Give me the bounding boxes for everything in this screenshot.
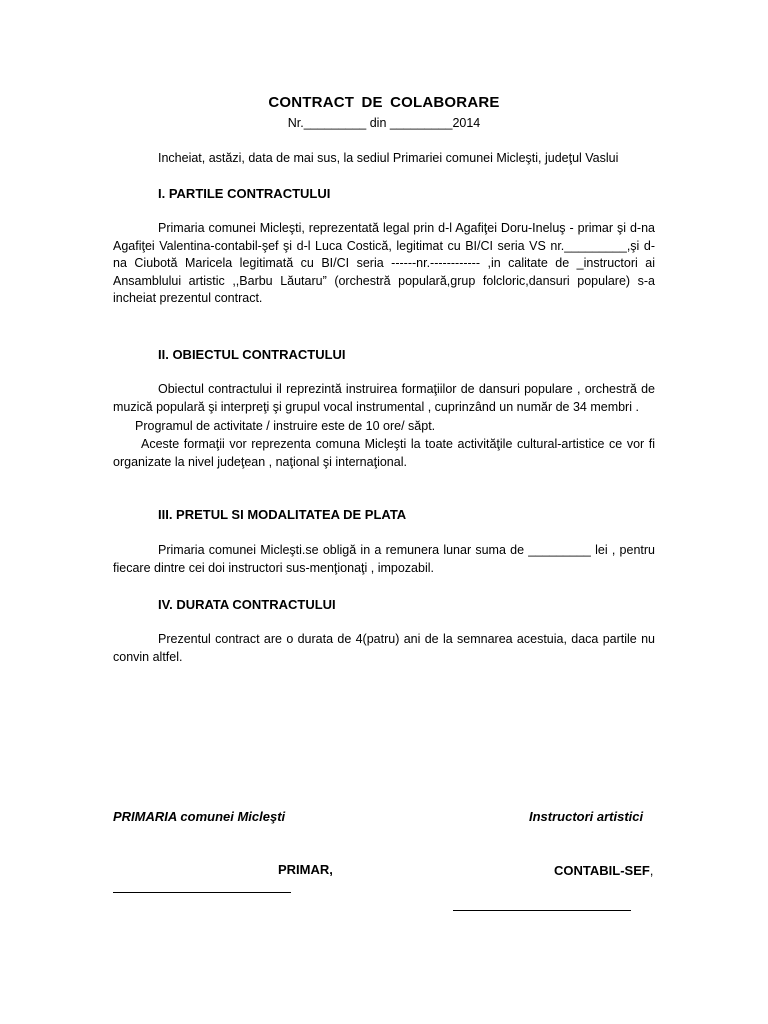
section-2-paragraph-2: Programul de activitate / instruire este de 10 ore/ săpt. — [135, 419, 436, 433]
signature-right-role-wrap — [554, 862, 653, 880]
signature-line-left — [113, 892, 291, 893]
section-3-heading: III. PRETUL SI MODALITATEA DE PLATA — [158, 507, 407, 522]
section-2-paragraph-3: Aceste formaţii vor reprezenta comuna Micleşti la toate activităţile cultural-artistice ce vor fi organizate la nivel judeţean , naţional şi internaţional. — [113, 437, 655, 469]
signature-left-role: PRIMAR, — [278, 862, 333, 877]
signature-right-role: CONTABIL-SEF — [554, 863, 650, 878]
signature-right-role-suffix: , — [649, 864, 654, 878]
contract-title: CONTRACT DE COLABORARE — [268, 94, 500, 111]
intro-line: Incheiat, astăzi, data de mai sus, la sediul Primariei comunei Micleşti, judeţul Vaslui — [158, 151, 619, 165]
section-4-heading: IV. DURATA CONTRACTULUI — [158, 597, 336, 612]
signature-right-party: Instructori artistici — [529, 809, 644, 824]
signature-line-right — [453, 910, 631, 911]
section-1-heading: I. PARTILE CONTRACTULUI — [158, 186, 331, 201]
section-2-heading: II. OBIECTUL CONTRACTULUI — [158, 347, 346, 362]
signature-left-party: PRIMARIA comunei Micleşti — [113, 809, 286, 824]
section-3-paragraph: Primaria comunei Micleşti.se obligă in a remunera lunar suma de _________ lei , pentru fiecare dintre cei doi instructori sus-menţionaţi , impozabil. — [113, 543, 655, 575]
section-2-paragraph-1: Obiectul contractului il reprezintă instruirea formaţiilor de dansuri populare , orchestră de muzică populară şi interpreţi şi grupul vocal instrumental , cuprinzând un număr de 34 membri . — [113, 382, 655, 414]
section-1-paragraph: Primaria comunei Micleşti, reprezentată legal prin d-l Agafiţei Doru-Ineluş - primar şi d-na Agafiţei Valentina-contabil-şef şi d-l Luca Costică, legitimat cu BI/CI seria VS nr._________,şi d-na Ciubotă Maricela legitimată cu BI/CI seria ------nr.------------ ,in calitate de _instructori ai Ansamblului artistic ,,Barbu Lăutaru” (orchestră populară,grup folcloric,dansuri populare) s-a incheiat prezentul contract. — [113, 221, 655, 306]
contract-number-line: Nr._________ din _________2014 — [287, 116, 481, 130]
section-4-paragraph: Prezentul contract are o durata de 4(patru) ani de la semnarea acestuia, daca partile nu convin altfel. — [113, 632, 655, 664]
